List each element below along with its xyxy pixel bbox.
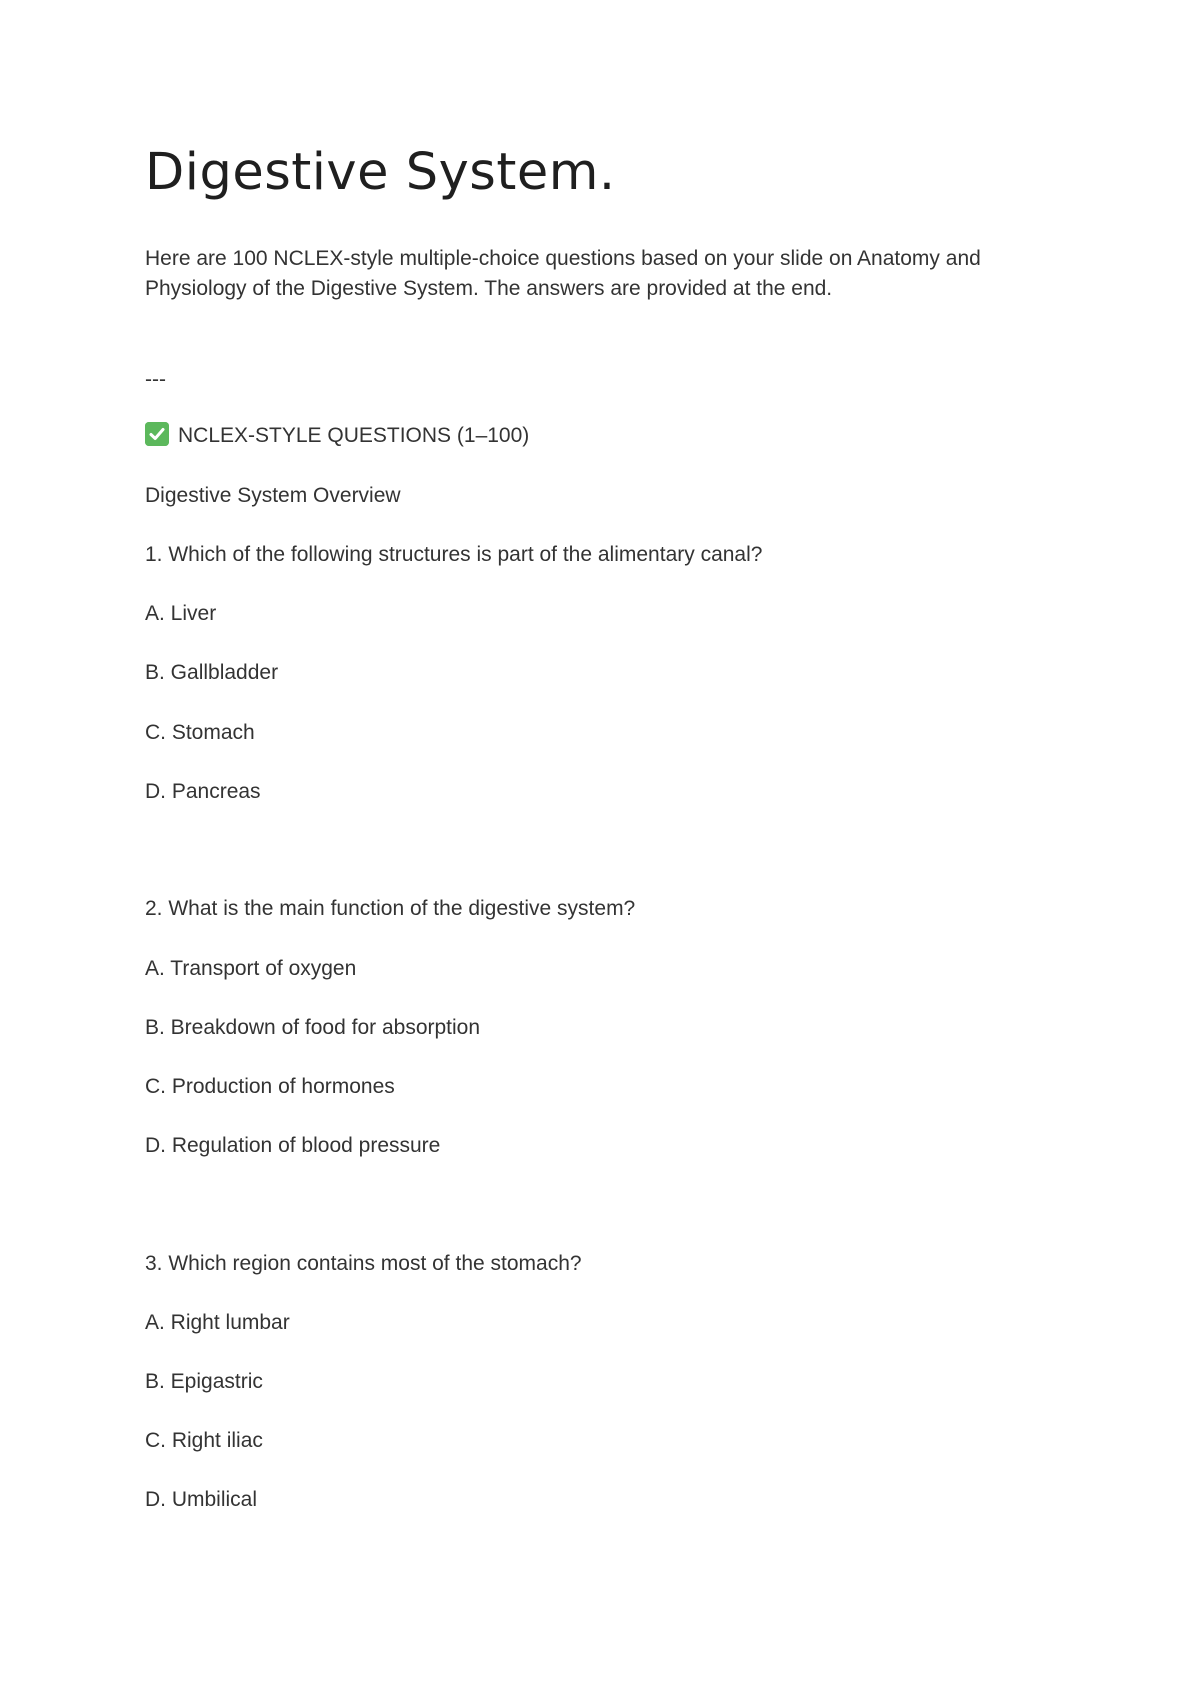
- answer-option: C. Production of hormones: [145, 1075, 395, 1098]
- question-text: 1. Which of the following structures is part of the alimentary canal?: [145, 543, 763, 566]
- answer-option: A. Transport of oxygen: [145, 957, 357, 980]
- section-heading: [145, 421, 529, 451]
- answer-option: A. Liver: [145, 602, 217, 625]
- question-text: 3. Which region contains most of the stomach?: [145, 1252, 582, 1275]
- intro-paragraph: Here are 100 NCLEX-style multiple-choice questions based on your slide on Anatomy and Physiology of the Digestive System. The answers are provided at the end.: [145, 247, 981, 300]
- subsection-heading: Digestive System Overview: [145, 484, 401, 507]
- section-heading-text: NCLEX-STYLE QUESTIONS (1–100): [178, 424, 530, 447]
- check-mark-icon: [145, 422, 169, 446]
- question-text: 2. What is the main function of the digestive system?: [145, 897, 636, 920]
- answer-option: B. Epigastric: [145, 1370, 263, 1393]
- answer-option: D. Pancreas: [145, 780, 261, 803]
- answer-option: B. Breakdown of food for absorption: [145, 1016, 481, 1039]
- answer-option: A. Right lumbar: [145, 1311, 290, 1334]
- separator: ---: [145, 368, 166, 391]
- answer-option: C. Stomach: [145, 721, 255, 744]
- answer-option: D. Umbilical: [145, 1488, 258, 1511]
- document-title: Digestive System.: [145, 143, 616, 202]
- answer-option: D. Regulation of blood pressure: [145, 1134, 441, 1157]
- answer-option: B. Gallbladder: [145, 661, 279, 684]
- answer-option: C. Right iliac: [145, 1429, 263, 1452]
